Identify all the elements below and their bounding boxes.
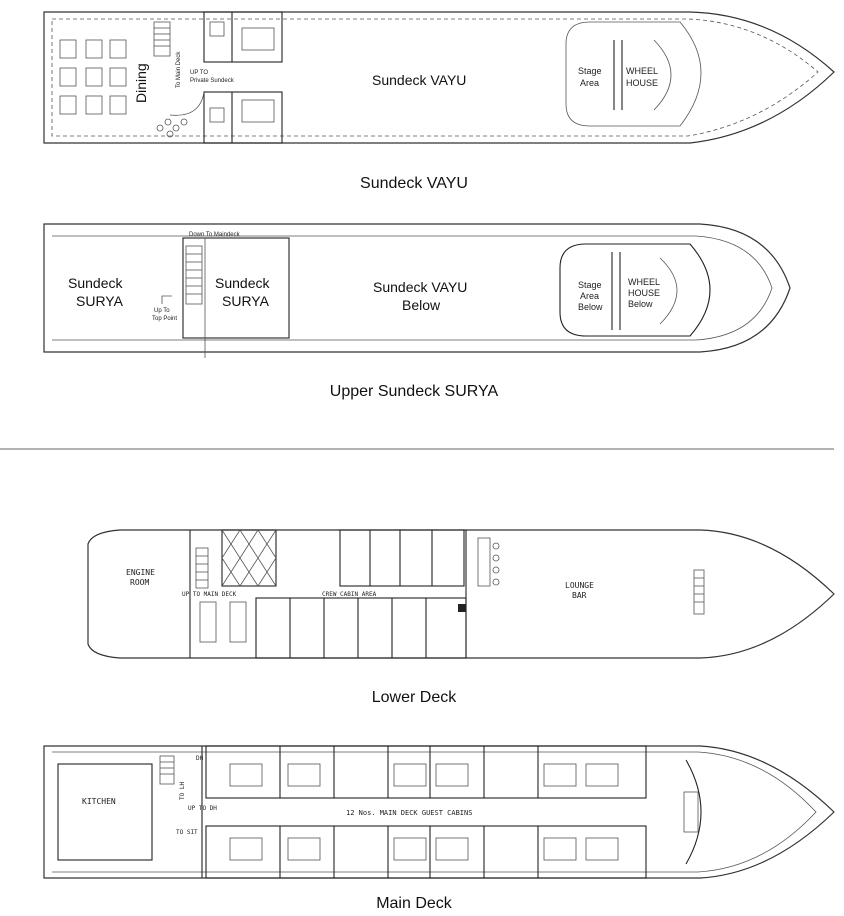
surya-mid-line2: SURYA xyxy=(222,293,269,309)
lower-deck-plan xyxy=(88,530,834,706)
to-sit-label: TO SIT xyxy=(176,829,198,836)
private-sundeck-label: Private Sundeck xyxy=(190,78,234,84)
vayu-stage-line2: Area xyxy=(580,78,600,88)
vayu-caption: Sundeck VAYU xyxy=(360,175,468,192)
main-deck-plan xyxy=(44,746,834,912)
lower-engine-stairs xyxy=(196,548,208,588)
upper-sundeck-surya-plan xyxy=(44,224,790,400)
vayu-wheel-line2: HOUSE xyxy=(626,78,659,88)
to-lh-label: TO LH xyxy=(179,781,186,800)
crew-cabin-area-label: CREW CABIN AREA xyxy=(322,591,377,598)
lounge-line2: BAR xyxy=(572,591,587,600)
engine-line2: ROOM xyxy=(130,578,150,587)
surya-wheel-line1: WHEEL xyxy=(628,277,661,287)
vayu-beds xyxy=(210,22,274,122)
lounge-line1: LOUNGE xyxy=(565,581,594,590)
vayu-center-label: Sundeck VAYU xyxy=(372,72,467,88)
kitchen-label: KITCHEN xyxy=(82,797,116,806)
surya-center-line2: Below xyxy=(402,297,441,313)
surya-up-arrow xyxy=(162,296,172,304)
guest-cabins-label: 12 Nos. MAIN DECK GUEST CABINS xyxy=(346,809,473,817)
lower-tanks xyxy=(200,602,246,642)
lower-bow-stairs xyxy=(694,570,704,614)
surya-caption: Upper Sundeck SURYA xyxy=(329,383,499,400)
surya-stage-line3: Below xyxy=(578,302,603,312)
main-bow-stairs xyxy=(684,792,698,832)
lower-crossbraces xyxy=(222,530,276,586)
dining-tables xyxy=(60,40,126,114)
kitchen-room xyxy=(58,764,152,860)
lower-up-to-main-deck: UP TO MAIN DECK xyxy=(182,591,237,598)
dining-label: Dining xyxy=(133,63,149,103)
main-aft-stairs xyxy=(160,756,174,784)
engine-line1: ENGINE xyxy=(126,568,155,577)
vayu-curved-stair xyxy=(170,92,204,115)
down-to-maindeck-label: Down To Maindeck xyxy=(189,232,240,238)
lower-bar-fixture xyxy=(458,604,466,612)
to-main-deck-label: To Main Deck xyxy=(176,51,182,88)
surya-mid-line1: Sundeck xyxy=(215,275,270,291)
surya-wheel-line2: HOUSE xyxy=(628,288,661,298)
surya-left-line2: SURYA xyxy=(76,293,123,309)
vayu-stage-line1: Stage xyxy=(578,66,602,76)
surya-stairs xyxy=(186,246,202,304)
top-point-label: Top Point xyxy=(152,316,178,322)
surya-stage-line1: Stage xyxy=(578,280,602,290)
surya-left-line1: Sundeck xyxy=(68,275,123,291)
surya-center-line1: Sundeck VAYU xyxy=(373,279,468,295)
vayu-up-to-label: UP TO xyxy=(190,70,209,76)
main-caption: Main Deck xyxy=(376,895,452,912)
surya-up-to-label: Up To xyxy=(154,308,170,314)
vayu-wheel-line1: WHEEL xyxy=(626,66,659,76)
sundeck-vayu-plan xyxy=(44,12,834,192)
main-bow-arc xyxy=(686,760,701,864)
lower-caption: Lower Deck xyxy=(371,689,457,706)
up-to-dh-label: UP TO DH xyxy=(188,805,217,812)
dh-label: DH xyxy=(196,755,204,762)
surya-wheel-line3: Below xyxy=(628,299,653,309)
vayu-stools xyxy=(157,119,187,137)
surya-wheel-arc xyxy=(660,258,677,324)
vayu-stairs xyxy=(154,22,170,56)
surya-stage-line2: Area xyxy=(580,291,600,301)
lower-lounge-seats xyxy=(478,538,499,586)
